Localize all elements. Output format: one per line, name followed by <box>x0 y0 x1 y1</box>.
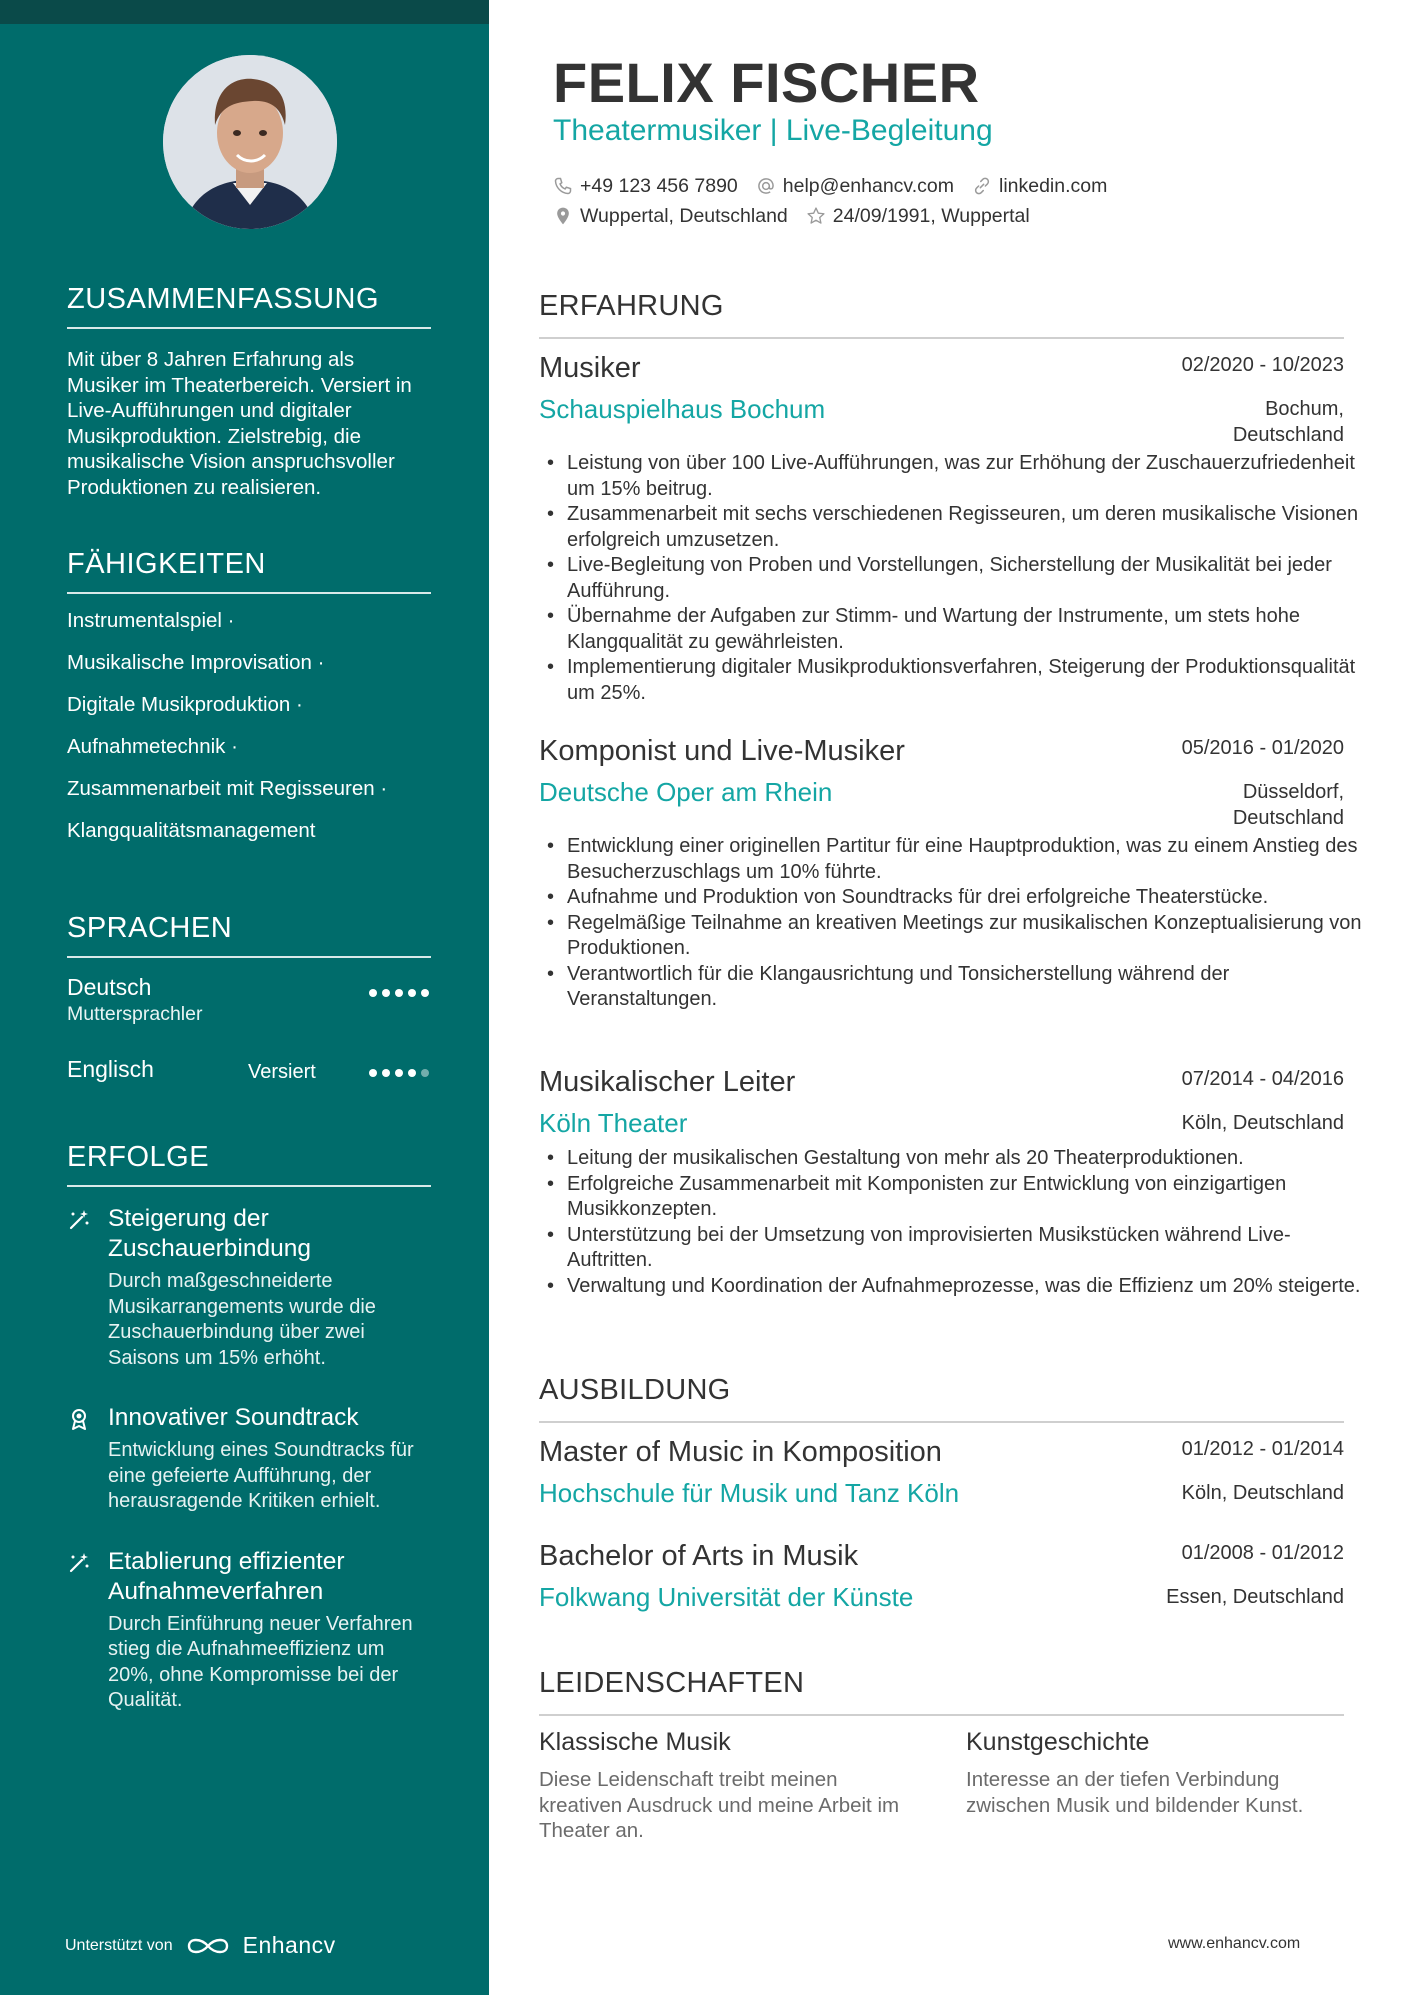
achievements-title: ERFOLGE <box>67 1141 431 1187</box>
passion-desc: Interesse an der tiefen Verbindung zwischen Musik und bildender Kunst. <box>966 1768 1304 1817</box>
education-degree: Master of Music in Komposition <box>539 1436 942 1468</box>
contact-phone[interactable] <box>553 175 738 198</box>
at-sign-icon <box>756 176 776 196</box>
contact-linkedin[interactable] <box>972 175 1107 198</box>
job-location: Bochum, Deutschland <box>1232 398 1344 446</box>
bullet-item: • Leitung der musikalischen Gestaltung von mehr als 20 Theaterproduktionen. <box>567 1146 1372 1172</box>
summary-section <box>67 283 431 500</box>
rating-dot <box>382 989 390 997</box>
job-bullets <box>539 451 1372 706</box>
portrait-photo <box>163 55 337 229</box>
skills-list <box>67 608 431 844</box>
job-dates: 05/2016 - 01/2020 <box>1181 737 1344 759</box>
rating-dot <box>395 1069 403 1077</box>
language-name: Englisch <box>67 1056 154 1082</box>
rating-dot <box>369 1069 377 1077</box>
job-title: Musiker <box>539 352 641 384</box>
passions-title: LEIDENSCHAFTEN <box>539 1667 1344 1716</box>
link-icon <box>972 176 992 196</box>
contact-birth <box>806 205 1030 228</box>
magic-wand-icon <box>67 1208 91 1232</box>
achievements-section <box>67 1141 431 1746</box>
job-bullets <box>539 1146 1372 1299</box>
education-school[interactable]: Folkwang Universität der Künste <box>539 1582 914 1612</box>
avatar <box>163 55 337 229</box>
rating-dot <box>382 1069 390 1077</box>
contact-info <box>553 171 1107 231</box>
contact-location <box>553 205 788 228</box>
job-dates: 02/2020 - 10/2023 <box>1181 354 1344 376</box>
education-dates: 01/2008 - 01/2012 <box>1181 1542 1344 1564</box>
bullet-item: • Leistung von über 100 Live-Aufführungen, was zur Erhöhung der Zuschauerzufriedenheit um 15% beitrug. <box>567 451 1372 502</box>
star-icon <box>806 206 826 226</box>
passion-title: Klassische Musik <box>539 1728 731 1756</box>
education-degree: Bachelor of Arts in Musik <box>539 1540 859 1572</box>
job-company[interactable]: Deutsche Oper am Rhein <box>539 777 833 807</box>
bullet-item: • Verwaltung und Koordination der Aufnahmeprozesse, was die Effizienz um 20% steigerte. <box>567 1274 1372 1300</box>
achievement-item <box>67 1403 431 1515</box>
achievement-desc: Durch Einführung neuer Verfahren stieg die Aufnahmeeffizienz um 20%, ohne Kompromisse bei der Qualität. <box>108 1612 413 1711</box>
skill-item: Digitale Musikproduktion · <box>67 693 303 716</box>
footer-url[interactable]: www.enhancv.com <box>1168 1935 1301 1952</box>
language-rating <box>369 989 429 997</box>
skill-item: Klangqualitätsmanagement <box>67 819 316 842</box>
achievement-title: Etablierung effizienter Aufnahmeverfahren <box>108 1547 345 1605</box>
email-text: help@enhancv.com <box>782 174 954 197</box>
bullet-item: • Übernahme der Aufgaben zur Stimm- und Wartung der Instrumente, um stets hohe Klangqualität zu gewährleisten. <box>567 604 1372 655</box>
bullet-item: • Zusammenarbeit mit sechs verschiedenen Regisseuren, um deren musikalische Visionen erfolgreich umzusetzen. <box>567 502 1372 553</box>
education-title: AUSBILDUNG <box>539 1374 1344 1423</box>
education-dates: 01/2012 - 01/2014 <box>1181 1438 1344 1460</box>
passion-title: Kunstgeschichte <box>966 1728 1150 1756</box>
passion-item <box>539 1728 919 1844</box>
achievement-desc: Entwicklung eines Soundtracks für eine gefeierte Aufführung, der herausragende Kritiken erhielt. <box>108 1439 414 1512</box>
bullet-item: • Erfolgreiche Zusammenarbeit mit Komponisten zur Entwicklung von einzigartigen Musikkonzepten. <box>567 1172 1372 1223</box>
job-title: Komponist und Live-Musiker <box>539 735 905 767</box>
location-pin-icon <box>553 206 573 226</box>
job-company[interactable]: Schauspielhaus Bochum <box>539 394 826 424</box>
sidebar-top-bar <box>0 0 489 24</box>
location-text: Wuppertal, Deutschland <box>580 204 788 227</box>
summary-text: Mit über 8 Jahren Erfahrung als Musiker im Theaterbereich. Versiert in Live-Aufführungen und digitaler Musikproduktion. Zielstrebig, die musikalische Vision anspruchsvoller Produktionen zu realisieren. <box>67 348 412 499</box>
rating-dot <box>408 1069 416 1077</box>
sidebar <box>0 0 489 1995</box>
skills-section <box>67 548 431 860</box>
job-location: Düsseldorf, Deutschland <box>1232 781 1344 829</box>
rating-dot <box>421 989 429 997</box>
headline: Theatermusiker | Live-Begleitung <box>553 114 993 147</box>
award-ribbon-icon <box>67 1407 91 1431</box>
bullet-item: • Entwicklung einer originellen Partitur für eine Hauptproduktion, was zu einem Anstieg des Besucherzuschlags um 10% führte. <box>567 834 1372 885</box>
contact-email[interactable] <box>756 175 954 198</box>
skills-title: FÄHIGKEITEN <box>67 548 431 594</box>
bullet-item: • Aufnahme und Produktion von Soundtracks für drei erfolgreiche Theaterstücke. <box>567 885 1372 911</box>
languages-title: SPRACHEN <box>67 912 431 958</box>
rating-dot <box>421 1069 429 1077</box>
bullet-item: • Implementierung digitaler Musikproduktionsverfahren, Steigerung der Produktionsqualität um 25%. <box>567 655 1372 706</box>
languages-section <box>67 912 431 1120</box>
education-location: Köln, Deutschland <box>1181 1482 1344 1504</box>
skill-item: Zusammenarbeit mit Regisseuren · <box>67 777 388 800</box>
rating-dot <box>395 989 403 997</box>
skill-item: Aufnahmetechnik · <box>67 735 238 758</box>
job-company[interactable]: Köln Theater <box>539 1108 688 1138</box>
magic-wand-icon <box>67 1551 91 1575</box>
achievement-item <box>67 1547 431 1714</box>
achievement-title: Innovativer Soundtrack <box>108 1404 359 1431</box>
passion-desc: Diese Leidenschaft treibt meinen kreativen Ausdruck und meine Arbeit im Theater an. <box>539 1768 900 1842</box>
powered-by-label: Unterstützt von <box>65 1936 173 1954</box>
bullet-item: • Live-Begleitung von Proben und Vorstellungen, Sicherstellung der Musikalität bei jeder Aufführung. <box>567 553 1372 604</box>
rating-dot <box>369 989 377 997</box>
linkedin-text: linkedin.com <box>998 174 1108 197</box>
bullet-item: • Unterstützung bei der Umsetzung von improvisierten Musikstücken während Live-Auftritten. <box>567 1223 1372 1274</box>
job-bullets <box>539 834 1372 1013</box>
birth-text: 24/09/1991, Wuppertal <box>832 204 1030 227</box>
language-level: Versiert <box>248 1061 316 1083</box>
passion-item <box>966 1728 1346 1818</box>
phone-icon <box>553 176 573 196</box>
achievement-desc: Durch maßgeschneiderte Musikarrangements wurde die Zuschauerbindung über zwei Saisons um 15% erhöht. <box>108 1270 376 1369</box>
language-row-englisch <box>67 1050 431 1120</box>
summary-title: ZUSAMMENFASSUNG <box>67 283 431 329</box>
language-name: Deutsch <box>67 974 152 1000</box>
achievement-title: Steigerung der Zuschauerbindung <box>108 1205 311 1262</box>
achievement-item <box>67 1204 431 1371</box>
experience-title: ERFAHRUNG <box>539 290 1344 339</box>
language-row-deutsch <box>67 974 431 1044</box>
rating-dot <box>408 989 416 997</box>
job-title: Musikalischer Leiter <box>539 1066 796 1098</box>
education-school[interactable]: Hochschule für Musik und Tanz Köln <box>539 1478 960 1508</box>
person-name: FELIX FISCHER <box>553 51 980 114</box>
powered-by <box>65 1932 336 1959</box>
job-dates: 07/2014 - 04/2016 <box>1181 1068 1344 1090</box>
brand-name: Enhancv <box>242 1932 336 1958</box>
language-rating <box>369 1069 429 1077</box>
language-level: Muttersprachler <box>67 1003 203 1025</box>
job-location: Köln, Deutschland <box>1181 1112 1344 1134</box>
bullet-item: • Verantwortlich für die Klangausrichtung und Tonsicherstellung während der Veranstaltungen. <box>567 962 1372 1013</box>
skill-item: Musikalische Improvisation · <box>67 651 325 674</box>
phone-text: +49 123 456 7890 <box>580 174 738 197</box>
bullet-item: • Regelmäßige Teilnahme an kreativen Meetings zur musikalischen Konzeptualisierung von Produktionen. <box>567 911 1372 962</box>
education-location: Essen, Deutschland <box>1166 1586 1344 1608</box>
enhancv-logo-icon <box>185 1934 231 1958</box>
skill-item: Instrumentalspiel · <box>67 609 235 632</box>
